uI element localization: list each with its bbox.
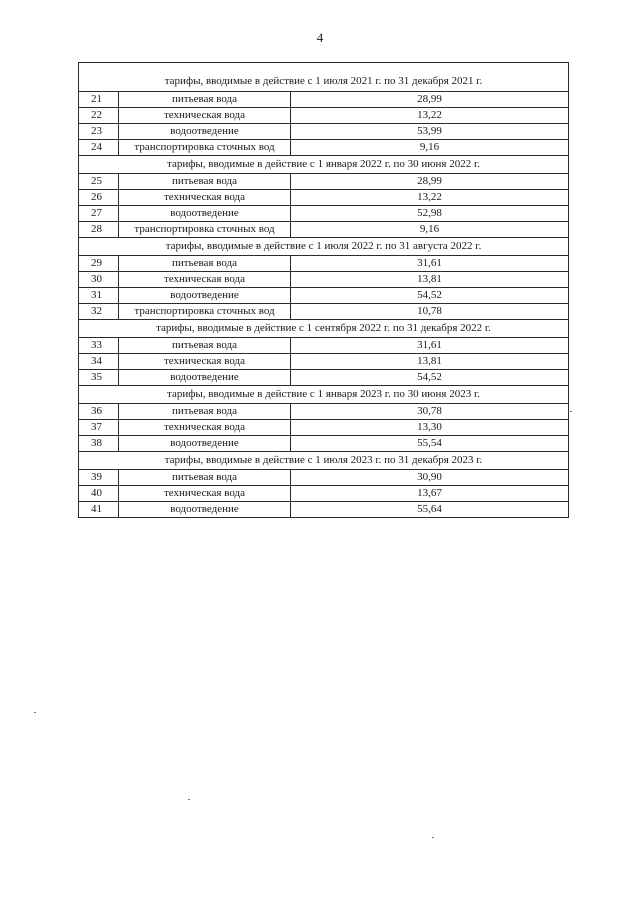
table-row (79, 420, 569, 436)
row-number: 38 (79, 436, 119, 452)
tariff-value: 13,22 (291, 190, 569, 206)
service-name: техническая вода (119, 272, 291, 288)
section-header-row (79, 238, 569, 256)
row-number: 29 (79, 256, 119, 272)
tariff-table (78, 62, 569, 518)
tariff-table-body (79, 63, 569, 518)
service-name: техническая вода (119, 354, 291, 370)
tariff-value: 30,90 (291, 470, 569, 486)
section-title: тарифы, вводимые в действие с 1 января 2022 г. по 30 июня 2022 г. (79, 156, 569, 174)
row-number: 37 (79, 420, 119, 436)
row-number: 32 (79, 304, 119, 320)
section-header-row (79, 320, 569, 338)
tariff-value: 28,99 (291, 92, 569, 108)
row-number: 30 (79, 272, 119, 288)
scan-speck (570, 411, 572, 412)
tariff-value: 13,81 (291, 272, 569, 288)
tariff-value: 54,52 (291, 370, 569, 386)
table-row (79, 338, 569, 354)
tariff-value: 10,78 (291, 304, 569, 320)
row-number: 28 (79, 222, 119, 238)
row-number: 35 (79, 370, 119, 386)
row-number: 24 (79, 140, 119, 156)
tariff-value: 55,64 (291, 502, 569, 518)
row-number: 41 (79, 502, 119, 518)
scan-speck (188, 799, 190, 800)
row-number: 26 (79, 190, 119, 206)
table-row (79, 272, 569, 288)
tariff-value: 13,67 (291, 486, 569, 502)
section-title: тарифы, вводимые в действие с 1 июля 2022 г. по 31 августа 2022 г. (79, 238, 569, 256)
service-name: водоотведение (119, 124, 291, 140)
service-name: питьевая вода (119, 174, 291, 190)
service-name: техническая вода (119, 420, 291, 436)
service-name: водоотведение (119, 436, 291, 452)
row-number: 33 (79, 338, 119, 354)
row-number: 22 (79, 108, 119, 124)
row-number: 36 (79, 404, 119, 420)
service-name: питьевая вода (119, 470, 291, 486)
section-header-row (79, 63, 569, 92)
table-row (79, 470, 569, 486)
service-name: водоотведение (119, 370, 291, 386)
service-name: питьевая вода (119, 256, 291, 272)
table-row (79, 502, 569, 518)
tariff-value: 30,78 (291, 404, 569, 420)
scan-speck (432, 837, 434, 838)
tariff-value: 31,61 (291, 256, 569, 272)
tariff-value: 9,16 (291, 222, 569, 238)
service-name: водоотведение (119, 206, 291, 222)
table-row (79, 108, 569, 124)
service-name: техническая вода (119, 190, 291, 206)
section-header-row (79, 386, 569, 404)
table-row (79, 256, 569, 272)
tariff-value: 13,81 (291, 354, 569, 370)
row-number: 27 (79, 206, 119, 222)
row-number: 25 (79, 174, 119, 190)
section-header-row (79, 156, 569, 174)
service-name: водоотведение (119, 502, 291, 518)
tariff-value: 31,61 (291, 338, 569, 354)
table-row (79, 206, 569, 222)
table-row (79, 370, 569, 386)
service-name: питьевая вода (119, 404, 291, 420)
table-row (79, 354, 569, 370)
table-row (79, 140, 569, 156)
section-title: тарифы, вводимые в действие с 1 января 2023 г. по 30 июня 2023 г. (79, 386, 569, 404)
row-number: 23 (79, 124, 119, 140)
section-title: тарифы, вводимые в действие с 1 сентября 2022 г. по 31 декабря 2022 г. (79, 320, 569, 338)
service-name: техническая вода (119, 486, 291, 502)
section-header-row (79, 452, 569, 470)
tariff-value: 9,16 (291, 140, 569, 156)
section-title: тарифы, вводимые в действие с 1 июля 2021 г. по 31 декабря 2021 г. (79, 63, 569, 92)
table-row (79, 222, 569, 238)
service-name: питьевая вода (119, 92, 291, 108)
table-row (79, 304, 569, 320)
tariff-value: 55,54 (291, 436, 569, 452)
scan-speck (34, 712, 36, 713)
table-row (79, 436, 569, 452)
tariff-value: 53,99 (291, 124, 569, 140)
service-name: транспортировка сточных вод (119, 222, 291, 238)
row-number: 39 (79, 470, 119, 486)
page-number: 4 (316, 30, 324, 45)
row-number: 40 (79, 486, 119, 502)
table-row (79, 174, 569, 190)
service-name: питьевая вода (119, 338, 291, 354)
tariff-value: 28,99 (291, 174, 569, 190)
table-row (79, 124, 569, 140)
service-name: техническая вода (119, 108, 291, 124)
service-name: водоотведение (119, 288, 291, 304)
service-name: транспортировка сточных вод (119, 140, 291, 156)
table-row (79, 190, 569, 206)
service-name: транспортировка сточных вод (119, 304, 291, 320)
tariff-value: 13,30 (291, 420, 569, 436)
table-row (79, 288, 569, 304)
row-number: 21 (79, 92, 119, 108)
tariff-value: 54,52 (291, 288, 569, 304)
row-number: 31 (79, 288, 119, 304)
table-row (79, 92, 569, 108)
tariff-value: 52,98 (291, 206, 569, 222)
table-row (79, 486, 569, 502)
table-row (79, 404, 569, 420)
section-title: тарифы, вводимые в действие с 1 июля 2023 г. по 31 декабря 2023 г. (79, 452, 569, 470)
row-number: 34 (79, 354, 119, 370)
tariff-value: 13,22 (291, 108, 569, 124)
